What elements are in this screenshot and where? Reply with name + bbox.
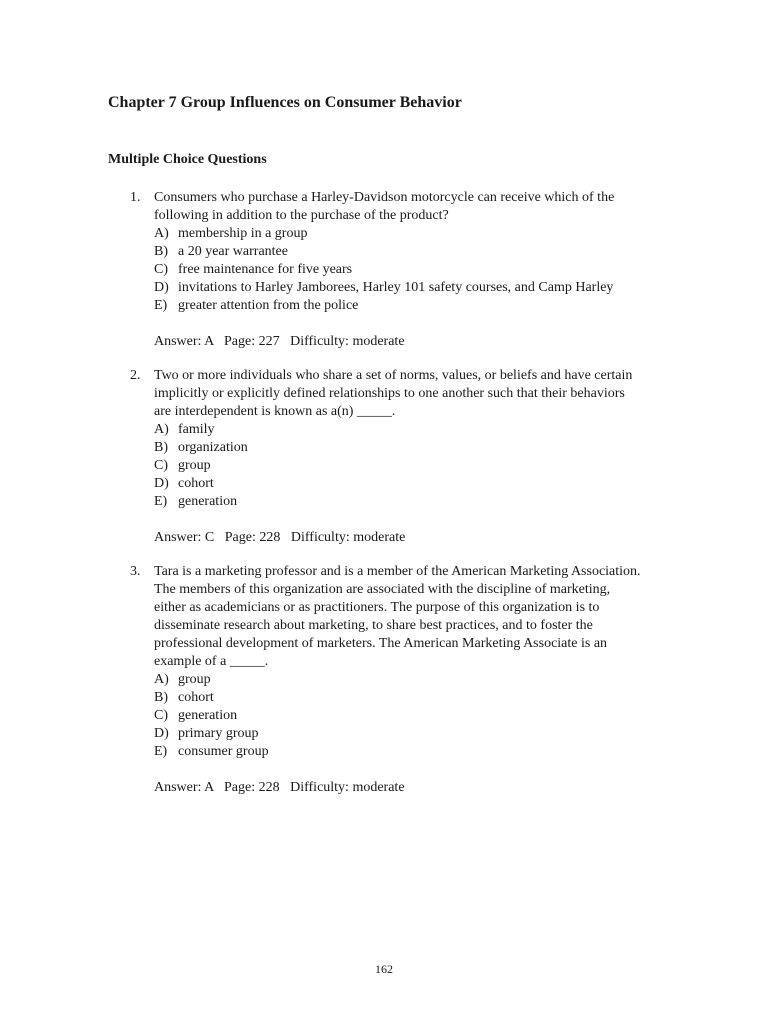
option-c bbox=[154, 261, 688, 279]
option-text: primary group bbox=[178, 726, 259, 741]
question-text: Consumers who purchase a Harley-Davidson motorcycle can receive which of the following in addition to the purchase of the product? bbox=[154, 190, 615, 223]
option-letter: C) bbox=[154, 458, 168, 473]
option-letter: B) bbox=[154, 690, 168, 705]
option-text: family bbox=[178, 422, 215, 437]
option-text: invitations to Harley Jamborees, Harley 101 safety courses, and Camp Harley bbox=[178, 280, 614, 295]
option-letter: D) bbox=[154, 280, 169, 295]
option-a bbox=[154, 421, 688, 439]
question-number: 3. bbox=[130, 564, 141, 579]
answer-text: Answer: A Page: 228 Difficulty: moderate bbox=[154, 780, 405, 795]
option-letter: C) bbox=[154, 708, 168, 723]
option-text: group bbox=[178, 458, 211, 473]
option-b bbox=[154, 689, 688, 707]
option-letter: A) bbox=[154, 422, 169, 437]
option-letter: D) bbox=[154, 476, 169, 491]
option-text: group bbox=[178, 672, 211, 687]
question-text: Tara is a marketing professor and is a member of the American Marketing Association. The members of this organization are associated with the discipline of marketing, either as academicians or as practitioners. The purpose of this organization is to disseminate research about marketing, to share best practices, and to foster the professional development of marketers. The American Marketing Associate is an example of a _____. bbox=[154, 564, 641, 669]
option-text: generation bbox=[178, 494, 238, 509]
option-letter: E) bbox=[154, 298, 168, 313]
option-b bbox=[154, 439, 688, 457]
option-text: consumer group bbox=[178, 744, 269, 759]
option-letter: C) bbox=[154, 262, 168, 277]
option-d bbox=[154, 475, 688, 493]
option-letter: A) bbox=[154, 226, 169, 241]
option-text: generation bbox=[178, 708, 238, 723]
answer-text: Answer: A Page: 227 Difficulty: moderate bbox=[154, 334, 405, 349]
page-number: 162 bbox=[375, 962, 393, 976]
option-letter: A) bbox=[154, 672, 169, 687]
option-letter: E) bbox=[154, 494, 168, 509]
option-b bbox=[154, 243, 688, 261]
option-c bbox=[154, 707, 688, 725]
question-number: 1. bbox=[130, 190, 141, 205]
option-text: cohort bbox=[178, 476, 214, 491]
option-letter: E) bbox=[154, 744, 168, 759]
options-list bbox=[154, 671, 688, 761]
option-letter: B) bbox=[154, 244, 168, 259]
question-1 bbox=[108, 189, 688, 351]
option-text: greater attention from the police bbox=[178, 298, 359, 313]
option-a bbox=[154, 225, 688, 243]
question-2 bbox=[108, 367, 688, 547]
question-number: 2. bbox=[130, 368, 141, 383]
option-text: membership in a group bbox=[178, 226, 308, 241]
option-text: free maintenance for five years bbox=[178, 262, 353, 277]
option-text: organization bbox=[178, 440, 248, 455]
option-text: cohort bbox=[178, 690, 214, 705]
option-e bbox=[154, 297, 688, 315]
option-letter: D) bbox=[154, 726, 169, 741]
option-e bbox=[154, 743, 688, 761]
section-heading: Multiple Choice Questions bbox=[108, 152, 267, 167]
options-list bbox=[154, 225, 688, 315]
option-d bbox=[154, 725, 688, 743]
question-text: Two or more individuals who share a set of norms, values, or beliefs and have certain implicitly or explicitly defined relationships to one another such that their behaviors are interdependent is known as a(n) _____. bbox=[154, 368, 633, 419]
option-d bbox=[154, 279, 688, 297]
answer-line bbox=[154, 779, 688, 797]
answer-text: Answer: C Page: 228 Difficulty: moderate bbox=[154, 530, 406, 545]
answer-line bbox=[154, 333, 688, 351]
answer-line bbox=[154, 529, 688, 547]
option-a bbox=[154, 671, 688, 689]
option-e bbox=[154, 493, 688, 511]
option-letter: B) bbox=[154, 440, 168, 455]
option-c bbox=[154, 457, 688, 475]
option-text: a 20 year warrantee bbox=[178, 244, 288, 259]
options-list bbox=[154, 421, 688, 511]
question-3 bbox=[108, 563, 688, 797]
chapter-title: Chapter 7 Group Influences on Consumer Behavior bbox=[108, 94, 462, 111]
